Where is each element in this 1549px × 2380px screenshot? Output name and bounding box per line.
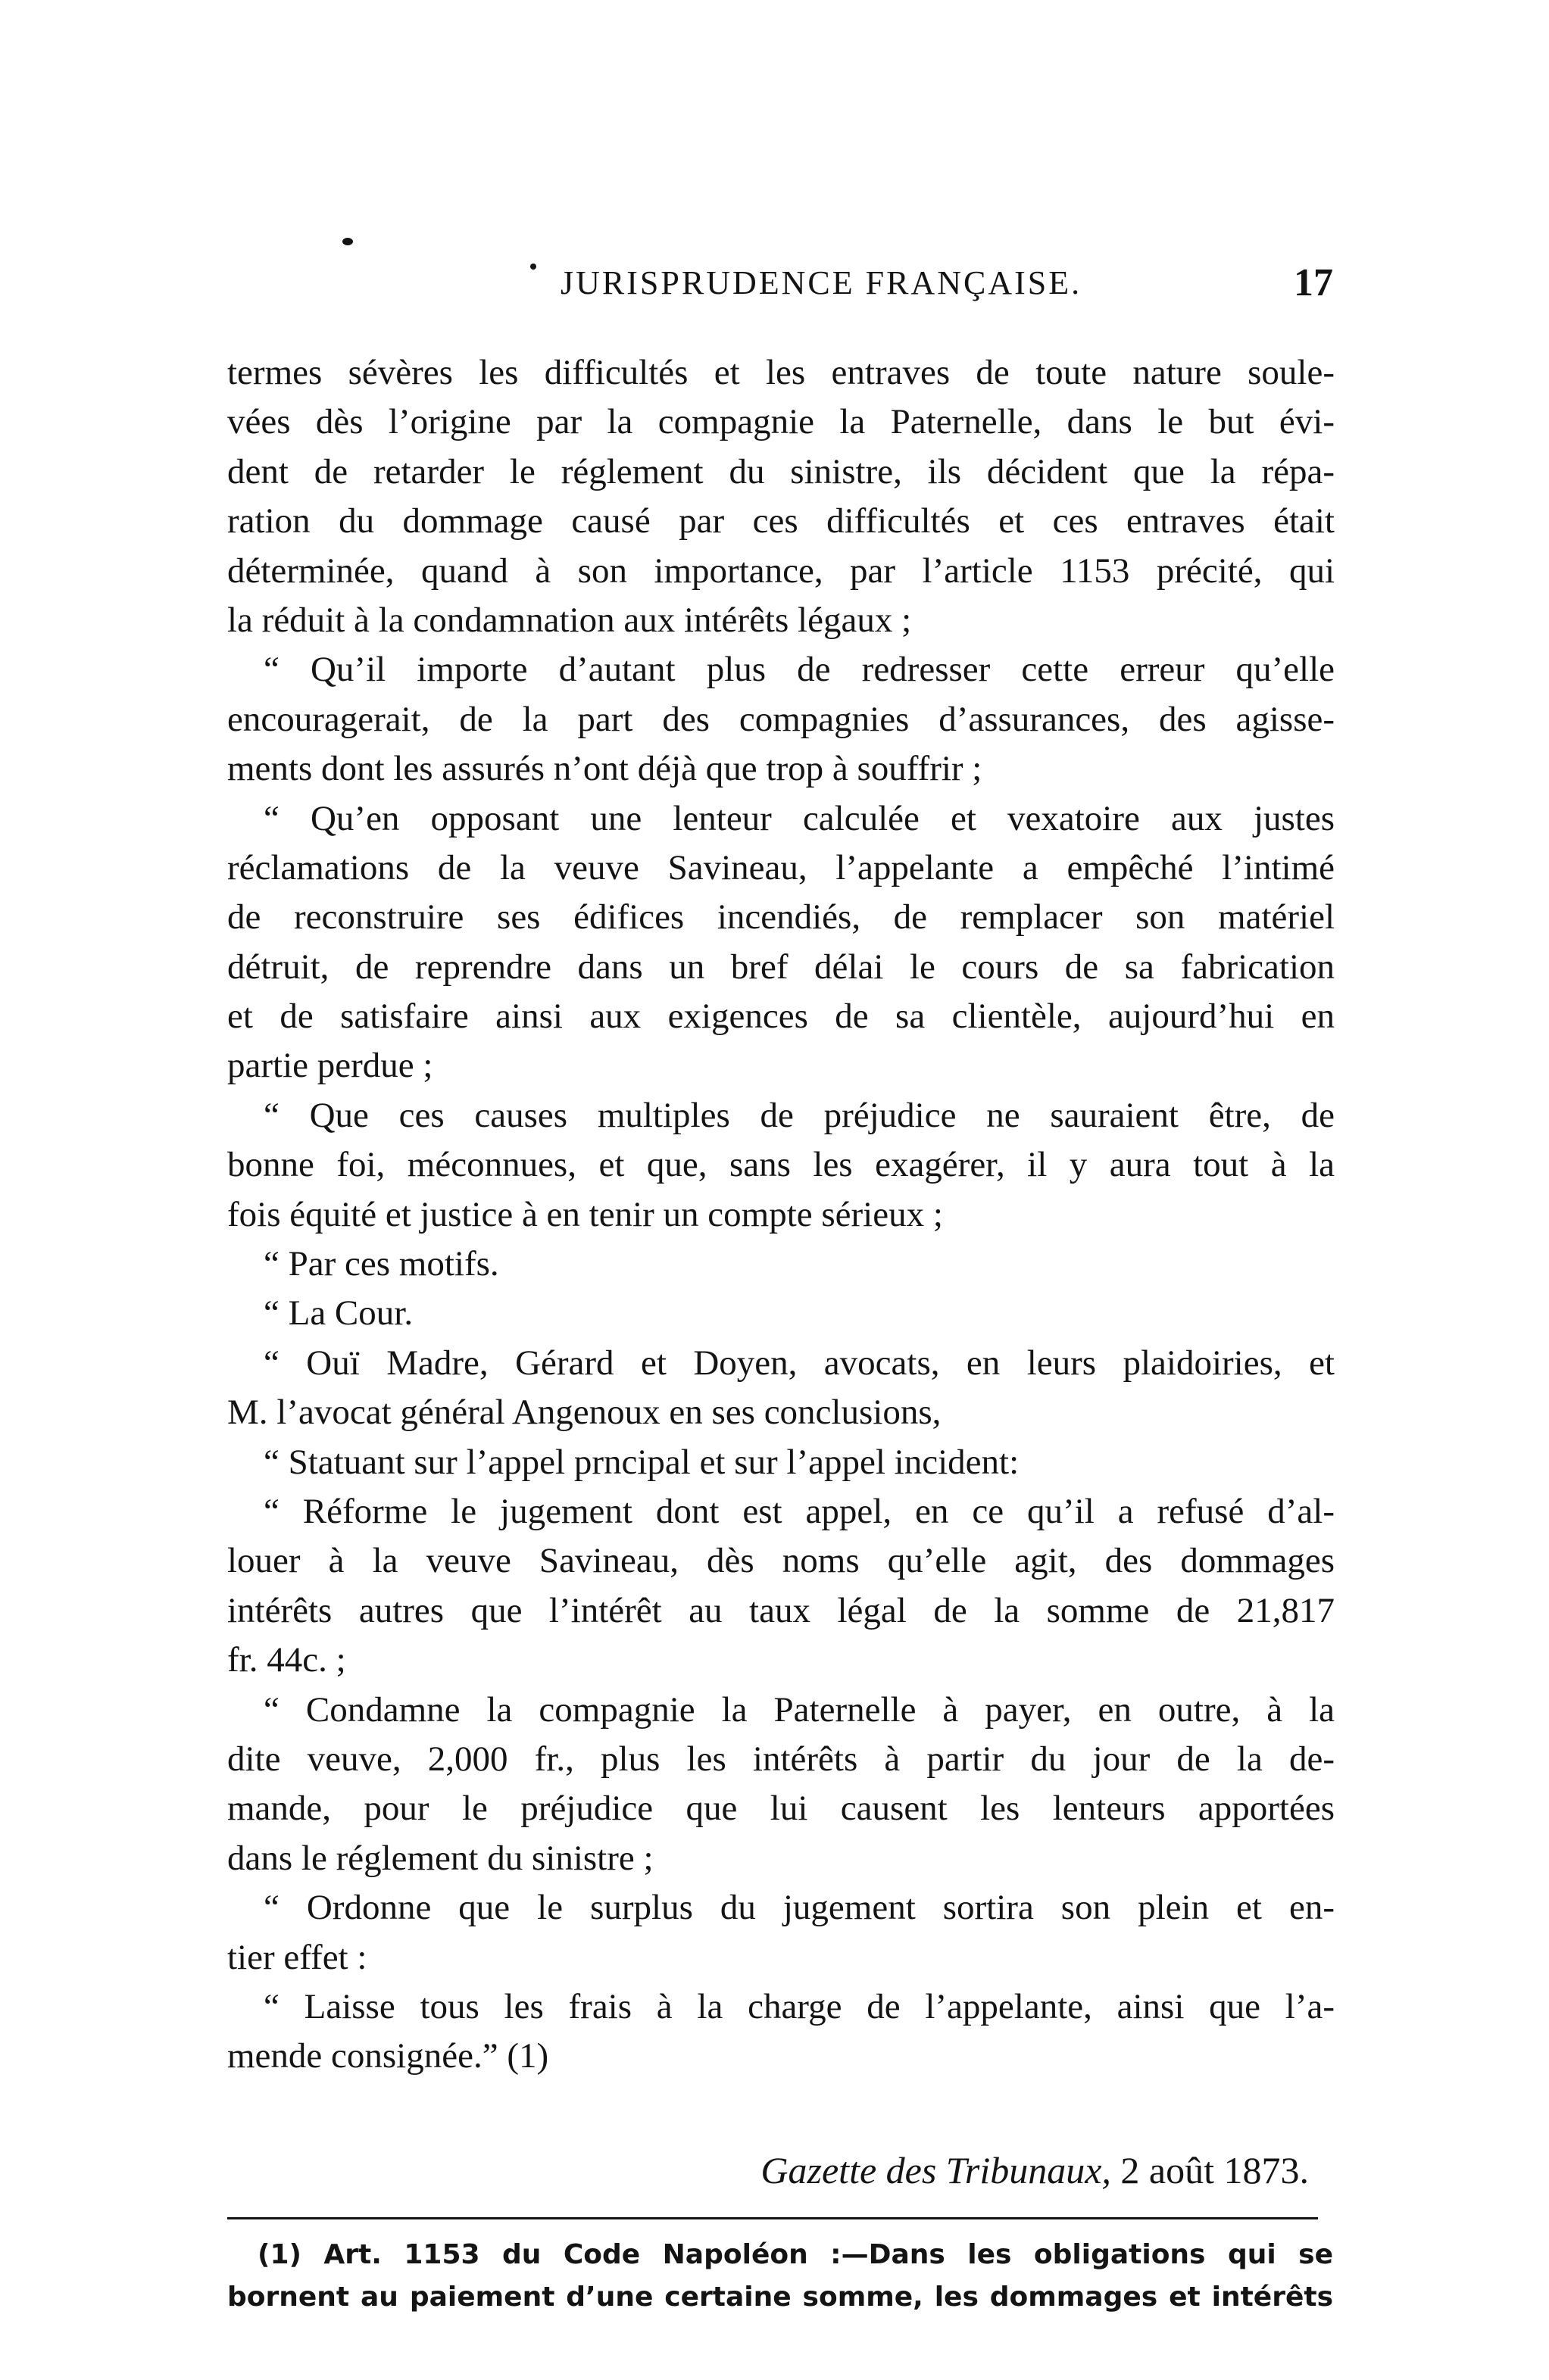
text-line: “ La Cour. <box>264 1293 414 1333</box>
citation-date: 2 août 1873. <box>1120 2149 1309 2191</box>
text-line: réclamations de la veuve Savineau, l’appelante a empêché l’intimé <box>227 847 1335 887</box>
footnote-rule <box>227 2217 1318 2219</box>
text-line: fr. 44c. ; <box>227 1640 346 1680</box>
citation-source: Gazette des Tribunaux, <box>760 2149 1111 2191</box>
text-line: encouragerait, de la part des compagnies d’assurances, des agisse- <box>227 699 1335 739</box>
text-line: “ Condamne la compagnie la Paternelle à payer, en outre, à la <box>264 1689 1335 1730</box>
text-line: détruit, de reprendre dans un bref délai le cours de sa fabrication <box>227 947 1335 987</box>
text-line: “ Qu’en opposant une lenteur calculée et vexatoire aux justes <box>264 798 1335 838</box>
page-number: 17 <box>1294 261 1333 304</box>
text-line: mande, pour le préjudice que lui causent les lenteurs apportées <box>227 1789 1335 1829</box>
text-line: ments dont les assurés n’ont déjà que trop à souffrir ; <box>227 749 982 789</box>
text-line: partie perdue ; <box>227 1046 433 1086</box>
text-line: “ Réforme le jugement dont est appel, en ce qu’il a refusé d’al- <box>264 1491 1335 1531</box>
text-line: termes sévères les difficultés et les entraves de toute nature soule- <box>227 353 1335 392</box>
citation <box>651 2148 1309 2192</box>
footnote-line: bornent au paiement d’une certaine somme, les dommages et intérêts <box>227 2282 1333 2313</box>
text-line: intérêts autres que l’intérêt au taux légal de la somme de 21,817 <box>227 1590 1335 1630</box>
text-line: vées dès l’origine par la compagnie la Paternelle, dans le but évi- <box>227 402 1335 442</box>
running-title: JURISPRUDENCE FRANÇAISE. <box>561 264 1082 301</box>
text-line: louer à la veuve Savineau, dès noms qu’elle agit, des dommages <box>227 1541 1335 1581</box>
footnote <box>227 2234 1333 2319</box>
text-line: tier effet : <box>227 1937 367 1977</box>
text-line: de reconstruire ses édifices incendiés, de remplacer son matériel <box>227 897 1335 937</box>
text-line: et de satisfaire ainsi aux exigences de sa clientèle, aujourd’hui en <box>227 997 1335 1037</box>
text-line: la réduit à la condamnation aux intérêts légaux ; <box>227 600 912 640</box>
text-line: déterminée, quand à son importance, par l’article 1153 précité, qui <box>227 551 1335 591</box>
footnote-line: (1) Art. 1153 du Code Napoléon :—Dans les obligations qui se <box>258 2239 1333 2270</box>
text-line: dent de retarder le réglement du sinistre, ils décident que la répa- <box>227 451 1335 491</box>
text-line: “ Qu’il importe d’autant plus de redresser cette erreur qu’elle <box>264 650 1335 690</box>
text-line: ration du dommage causé par ces difficultés et ces entraves était <box>227 501 1335 541</box>
text-line: bonne foi, méconnues, et que, sans les exagérer, il y aura tout à la <box>227 1145 1335 1185</box>
text-line: dite veuve, 2,000 fr., plus les intérêts à partir du jour de la de- <box>227 1739 1335 1779</box>
running-head <box>227 261 1333 317</box>
text-line: mende consignée.” (1) <box>227 2036 549 2076</box>
text-line: “ Ordonne que le surplus du jugement sortira son plein et en- <box>264 1888 1335 1928</box>
text-line: “ Ouï Madre, Gérard et Doyen, avocats, en leurs plaidoiries, et <box>264 1343 1335 1383</box>
body-text <box>227 348 1335 2082</box>
text-line: “ Laisse tous les frais à la charge de l’appelante, ainsi que l’a- <box>264 1986 1335 2026</box>
text-line: “ Par ces motifs. <box>264 1244 499 1284</box>
text-line: “ Que ces causes multiples de préjudice ne sauraient être, de <box>264 1095 1335 1135</box>
text-line: fois équité et justice à en tenir un compte sérieux ; <box>227 1194 943 1234</box>
text-line: dans le réglement du sinistre ; <box>227 1838 654 1878</box>
stray-mark <box>342 238 353 245</box>
text-line: “ Statuant sur l’appel prncipal et sur l’appel incident: <box>264 1442 1020 1482</box>
text-line: M. l’avocat général Angenoux en ses conclusions, <box>227 1393 942 1433</box>
